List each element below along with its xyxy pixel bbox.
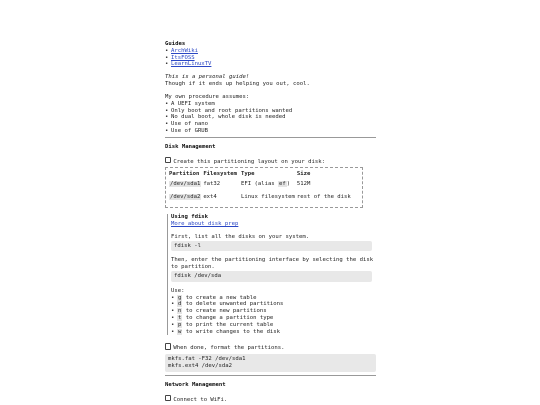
table-row — [169, 178, 353, 191]
filesystem-cell: ext4 — [203, 194, 217, 201]
fdisk-key-list — [171, 295, 376, 336]
fdisk-title: Using fdisk — [171, 214, 209, 221]
list-item: • Use of nano — [165, 121, 376, 128]
wifi-task — [165, 395, 376, 404]
assumptions-list — [165, 101, 376, 135]
archwiki-link[interactable]: ArchWiki — [171, 47, 198, 54]
disk-management-title: Disk Management — [165, 143, 216, 150]
list-item: • Only boot and root partitions wanted — [165, 108, 376, 115]
format-task — [165, 343, 376, 352]
fdisk-step-2: Then, enter the partitioning interface by selecting the disk to partition. — [171, 257, 374, 271]
disk-prep-link[interactable]: More about disk prep — [171, 220, 239, 227]
wifi-label: Connect to WiFi. — [173, 396, 228, 403]
format-label: When done, format the partitions. — [173, 345, 285, 352]
fdisk-section — [167, 214, 376, 335]
size-cell: rest of the disk — [296, 194, 351, 201]
list-item: • d to delete unwanted partitions — [171, 301, 376, 308]
create-layout-label: Create this partitioning layout on your disk: — [173, 158, 325, 165]
itsfoss-link[interactable]: ItsFOSS — [171, 54, 195, 61]
code-block[interactable] — [165, 354, 376, 372]
intro-text: Though if it ends up helping you out, cool. — [165, 81, 310, 88]
list-item: • n to create new partitions — [171, 308, 376, 315]
format-cmd-2: mkfs.ext4 /dev/sda2 — [168, 362, 232, 369]
list-item: • g to create a new table — [171, 295, 376, 302]
guides-title: Guides — [165, 41, 186, 47]
type-cell: EFI (alias ef) — [241, 181, 291, 188]
key-code: n — [178, 308, 182, 315]
list-item: • No dual boot, whole disk is needed — [165, 114, 376, 121]
partition-table-box — [165, 167, 363, 208]
filesystem-cell: fat32 — [203, 181, 221, 188]
size-cell: 512M — [296, 181, 311, 188]
type-code: ef — [279, 181, 286, 188]
guides-link-list — [165, 48, 376, 68]
fdisk-step-1: First, list all the disks on your system. — [171, 233, 310, 240]
code-block[interactable]: fdisk -l — [171, 241, 372, 252]
col-partition: Partition — [169, 171, 200, 178]
col-type: Type — [241, 171, 255, 178]
key-code: t — [178, 315, 182, 322]
list-item — [165, 61, 376, 68]
table-row — [169, 191, 353, 204]
list-item: • p to print the current table — [171, 322, 376, 329]
col-filesystem: Filesystem — [203, 171, 237, 178]
type-cell: Linux filesystem — [241, 194, 295, 201]
list-item — [165, 48, 376, 55]
list-item: • w to write changes to the disk — [171, 329, 376, 336]
list-item: • A UEFI system — [165, 101, 376, 108]
format-cmd-1: mkfs.fat -F32 /dev/sda1 — [168, 356, 246, 363]
learnlinuxtv-link[interactable]: LearnLinuxTV — [171, 61, 212, 68]
partition-cell: /dev/sda1 — [170, 181, 201, 188]
wifi-checkbox[interactable] — [165, 395, 171, 401]
format-checkbox[interactable] — [165, 343, 171, 349]
fdisk-use-title: Use: — [171, 287, 185, 294]
key-code: p — [178, 321, 182, 328]
create-layout-task — [165, 157, 376, 166]
list-item: • Use of GRUB — [165, 128, 376, 135]
key-code: d — [178, 301, 182, 308]
partition-table — [169, 171, 353, 204]
list-item: • t to change a partition type — [171, 315, 376, 322]
partition-cell: /dev/sda2 — [170, 194, 201, 201]
intro-italic: This is a personal guide! — [165, 74, 250, 81]
col-size: Size — [296, 171, 311, 178]
key-code: w — [178, 328, 182, 335]
guide-page — [165, 41, 376, 403]
table-header-row — [169, 171, 353, 178]
create-layout-checkbox[interactable] — [165, 157, 171, 163]
key-code: g — [178, 294, 182, 301]
network-management-title: Network Management — [165, 381, 226, 388]
code-block[interactable]: fdisk /dev/sda — [171, 271, 372, 282]
assumptions-title: My own procedure assumes: — [165, 93, 250, 100]
list-item — [165, 55, 376, 62]
